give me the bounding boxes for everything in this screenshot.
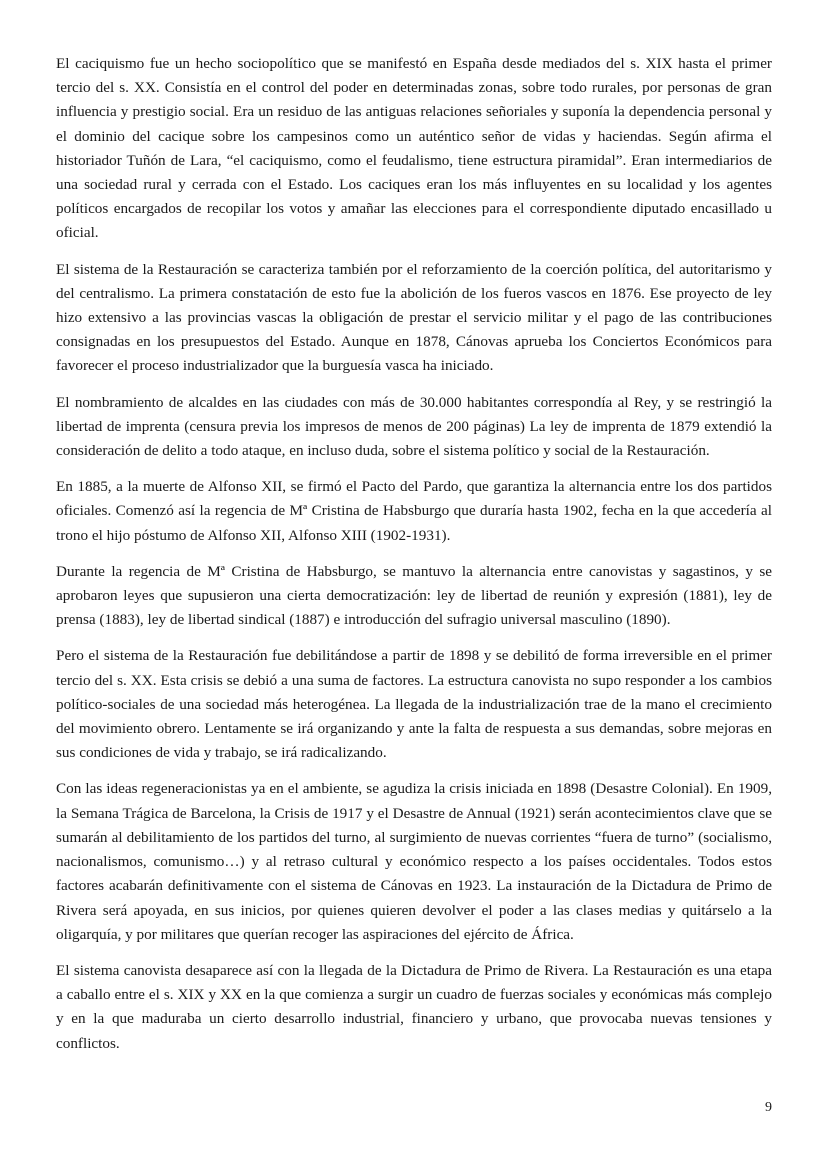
paragraph-alcaldes-imprenta: El nombramiento de alcaldes en las ciudades con más de 30.000 habitantes correspondía al Rey, y se restringió la libertad de imprenta (censura previa los impresos de menos de 200 páginas) La ley de imprenta de 1879 extendió la consideración de delito a todo ataque, en incluso duda, sobre el sistema político y social de la Restauración. [56, 393, 772, 460]
paragraph-regeneracionismo: Con las ideas regeneracionistas ya en el ambiente, se agudiza la crisis iniciada en 1898 (Desastre Colonial). En 1909, la Semana Trágica de Barcelona, la Crisis de 1917 y el Desastre de Annual (1921) serán acontecimientos clave que se sumarán al debilitamiento de los partidos del turno, al surgimiento de nuevas corrientes “fuera de turno” (socialismo, nacionalismos, comunismo…) y al retraso cultural y económico respecto a los países occidentales. Todos estos factores acabarán definitivamente con el sistema de Cánovas en 1923. La instauración de la Dictadura de Primo de Rivera será apoyada, en sus inicios, por quienes quieren devolver el poder a las clases medias y quitárselo a la oligarquía, y por militares que querían recoger las aspiraciones del ejército de África. [56, 780, 772, 943]
paragraph-coercion-politica: El sistema de la Restauración se caracteriza también por el reforzamiento de la coerción política, del autoritarismo y del centralismo. La primera constatación de esto fue la abolición de los fueros vascos en 1876. Ese proyecto de ley hizo extensivo a las provincias vascas la obligación de prestar el servicio militar y el pago de las contribuciones consignadas en los presupuestos del Estado. Aunque en 1878, Cánovas aprueba los Conciertos Económicos para favorecer el proceso industrializador que la burguesía vasca ha iniciado. [56, 260, 772, 375]
paragraph-crisis-1898: Pero el sistema de la Restauración fue debilitándose a partir de 1898 y se debilitó de forma irreversible en el primer tercio del s. XX. Esta crisis se debió a una suma de factores. La estructura canovista no supo responder a los cambios político-sociales de una sociedad más heterogénea. La llegada de la industrialización trae de la mano el crecimiento del movimiento obrero. Lentamente se irá organizando y ante la falta de respuesta a sus demandas, sobre mejoras en sus condiciones de vida y trabajo, se irá radicalizando. [56, 647, 772, 762]
paragraph-caciquismo: El caciquismo fue un hecho sociopolítico que se manifestó en España desde mediados del s. XIX hasta el primer tercio del s. XX. Consistía en el control del poder en determinadas zonas, sobre todo rurales, por personas de gran influencia y prestigio social. Era un residuo de las antiguas relaciones señoriales y suponía la dependencia personal y el dominio del cacique sobre los campesinos como un auténtico señor de vidas y haciendas. Según afirma el historiador Tuñón de Lara, “el caciquismo, como el feudalismo, tiene estructura piramidal”. Eran intermediarios de una sociedad rural y cerrada con el Estado. Los caciques eran los más influyentes en su localidad y los agentes políticos encargados de recopilar los votos y amañar las elecciones para el correspondiente diputado encasillado u oficial. [56, 55, 772, 242]
page-number: 9 [765, 1100, 772, 1115]
paragraph-pacto-del-pardo: En 1885, a la muerte de Alfonso XII, se firmó el Pacto del Pardo, que garantiza la alternancia entre los dos partidos oficiales. Comenzó así la regencia de Mª Cristina de Habsburgo que duraría hasta 1902, fecha en la que accedería al trono el hijo póstumo de Alfonso XII, Alfonso XIII (1902-1931). [56, 478, 772, 544]
document-body [56, 52, 772, 1068]
paragraph-regencia: Durante la regencia de Mª Cristina de Habsburgo, se mantuvo la alternancia entre canovistas y sagastinos, y se aprobaron leyes que supusieron una cierta democratización: ley de libertad de reunión y expresión (1881), ley de prensa (1883), ley de libertad sindical (1887) e introducción del sufragio universal masculino (1890). [56, 562, 772, 629]
paragraph-conclusion: El sistema canovista desaparece así con la llegada de la Dictadura de Primo de Rivera. La Restauración es una etapa a caballo entre el s. XIX y XX en la que comienza a surgir un cuadro de fuerzas sociales y económicas más complejo y en la que maduraba un cierto desarrollo industrial, financiero y urbano, que provocaba nuevas tensiones y conflictos. [56, 961, 772, 1052]
